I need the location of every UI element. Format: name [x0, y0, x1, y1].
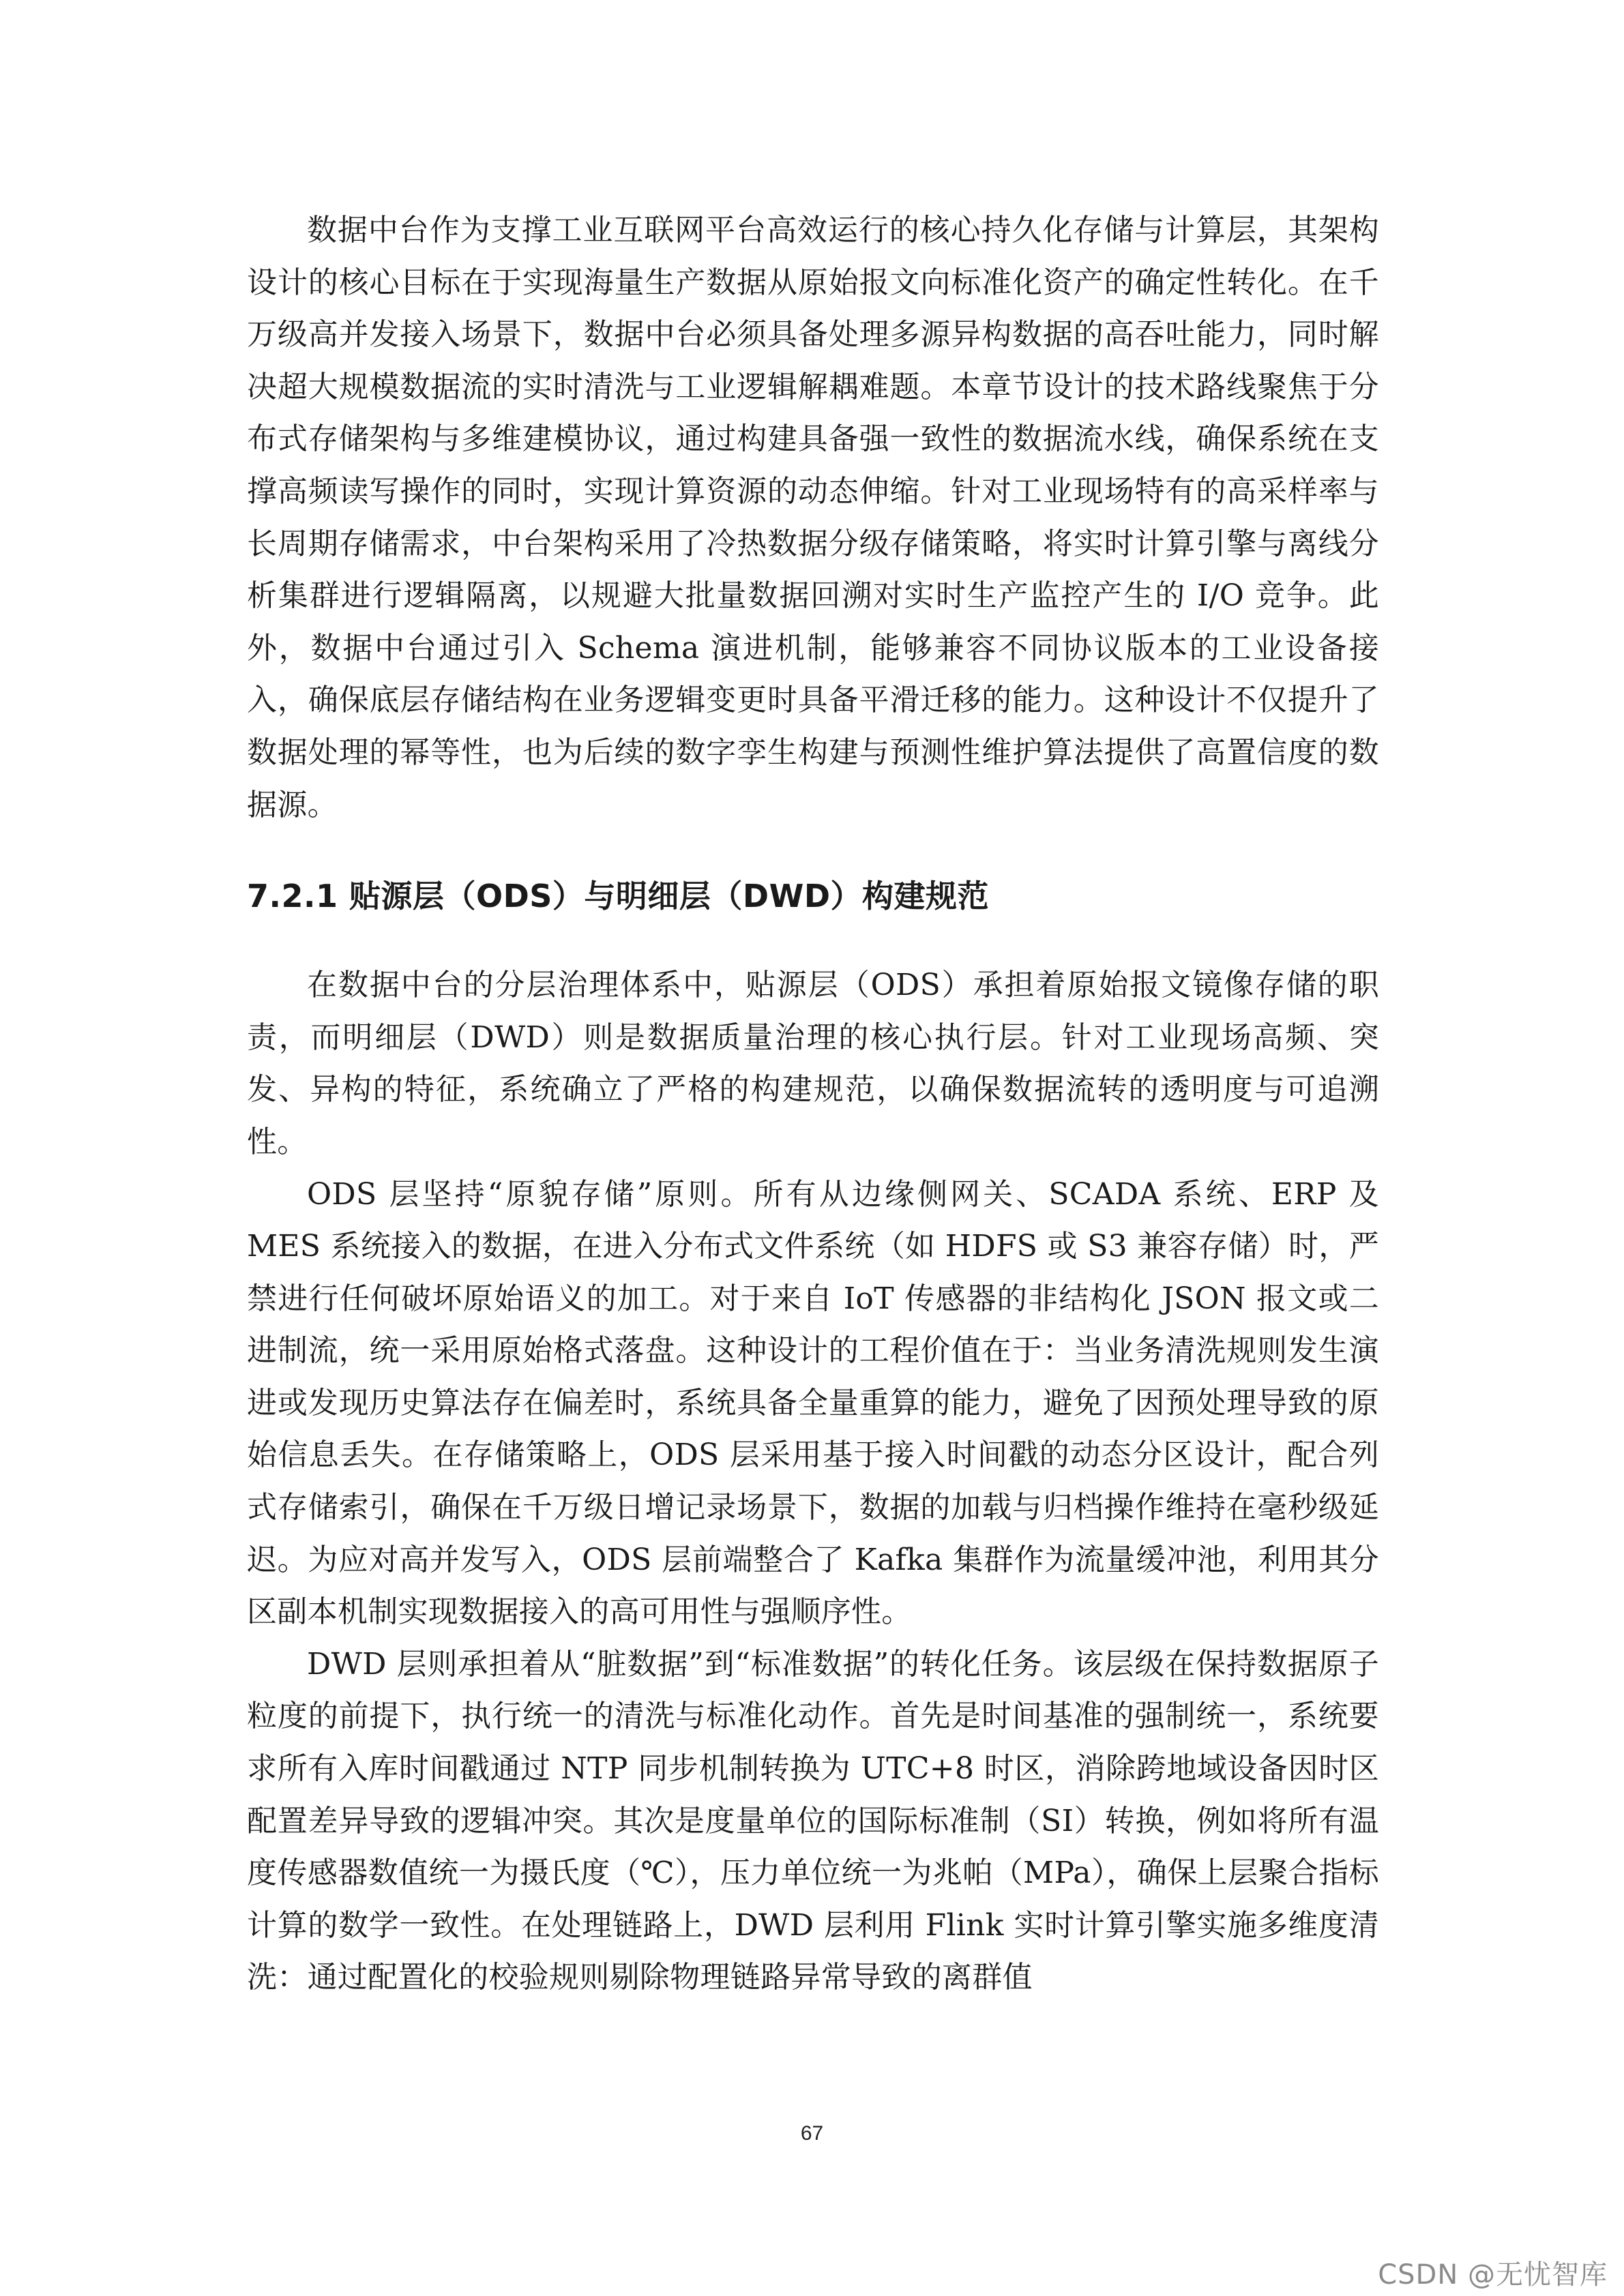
intro-paragraph: 数据中台作为支撑工业互联网平台高效运行的核心持久化存储与计算层，其架构设计的核心目标在于实现海量生产数据从原始报文向标准化资产的确定性转化。在千万级高并发接入场景下，数据中台必须具备处理多源异构数据的高吞吐能力，同时解决超大规模数据流的实时清洗与工业逻辑解耦难题。本章节设计的技术路线聚焦于分布式存储架构与多维建模协议，通过构建具备强一致性的数据流水线，确保系统在支撑高频读写操作的同时，实现计算资源的动态伸缩。针对工业现场特有的高采样率与长周期存储需求，中台架构采用了冷热数据分级存储策略，将实时计算引擎与离线分析集群进行逻辑隔离，以规避大批量数据回溯对实时生产监控产生的 I/O 竞争。此外，数据中台通过引入 Schema 演进机制，能够兼容不同协议版本的工业设备接入，确保底层存储结构在业务逻辑变更时具备平滑迁移的能力。这种设计不仅提升了数据处理的幂等性，也为后续的数字孪生构建与预测性维护算法提供了高置信度的数据源。 [247, 213, 1379, 822]
paragraph-ods-dwd-overview: 在数据中台的分层治理体系中，贴源层（ODS）承担着原始报文镜像存储的职责，而明细层（DWD）则是数据质量治理的核心执行层。针对工业现场高频、突发、异构的特征，系统确立了严格的构建规范，以确保数据流转的透明度与可追溯性。 [247, 968, 1379, 1159]
page-number: 67 [800, 2122, 824, 2145]
csdn-watermark: CSDN @无忧智库 [1378, 2259, 1608, 2291]
paragraph-dwd-layer: DWD 层则承担着从“脏数据”到“标准数据”的转化任务。该层级在保持数据原子粒度的前提下，执行统一的清洗与标准化动作。首先是时间基准的强制统一，系统要求所有入库时间戳通过 NTP 同步机制转换为 UTC+8 时区，消除跨地域设备因时区配置差异导致的逻辑冲突。其次是度量单位的国际标准制（SI）转换，例如将所有温度传感器数值统一为摄氏度（℃），压力单位统一为兆帕（MPa），确保上层聚合指标计算的数学一致性。在处理链路上，DWD 层利用 Flink 实时计算引擎实施多维度清洗：通过配置化的校验规则剔除物理链路异常导致的离群值 [247, 1646, 1379, 1995]
page-content [247, 205, 1379, 2004]
paragraph-ods-layer: ODS 层坚持“原貌存储”原则。所有从边缘侧网关、SCADA 系统、ERP 及 MES 系统接入的数据，在进入分布式文件系统（如 HDFS 或 S3 兼容存储）时，严禁进行任何破坏原始语义的加工。对于来自 IoT 传感器的非结构化 JSON 报文或二进制流，统一采用原始格式落盘。这种设计的工程价值在于：当业务清洗规则发生演进或发现历史算法存在偏差时，系统具备全量重算的能力，避免了因预处理导致的原始信息丢失。在存储策略上，ODS 层采用基于接入时间戳的动态分区设计，配合列式存储索引，确保在千万级日增记录场景下，数据的加载与归档操作维持在毫秒级延迟。为应对高并发写入，ODS 层前端整合了 Kafka 集群作为流量缓冲池，利用其分区副本机制实现数据接入的高可用性与强顺序性。 [247, 1176, 1379, 1630]
section-heading: 7.2.1 贴源层（ODS）与明细层（DWD）构建规范 [247, 878, 990, 915]
